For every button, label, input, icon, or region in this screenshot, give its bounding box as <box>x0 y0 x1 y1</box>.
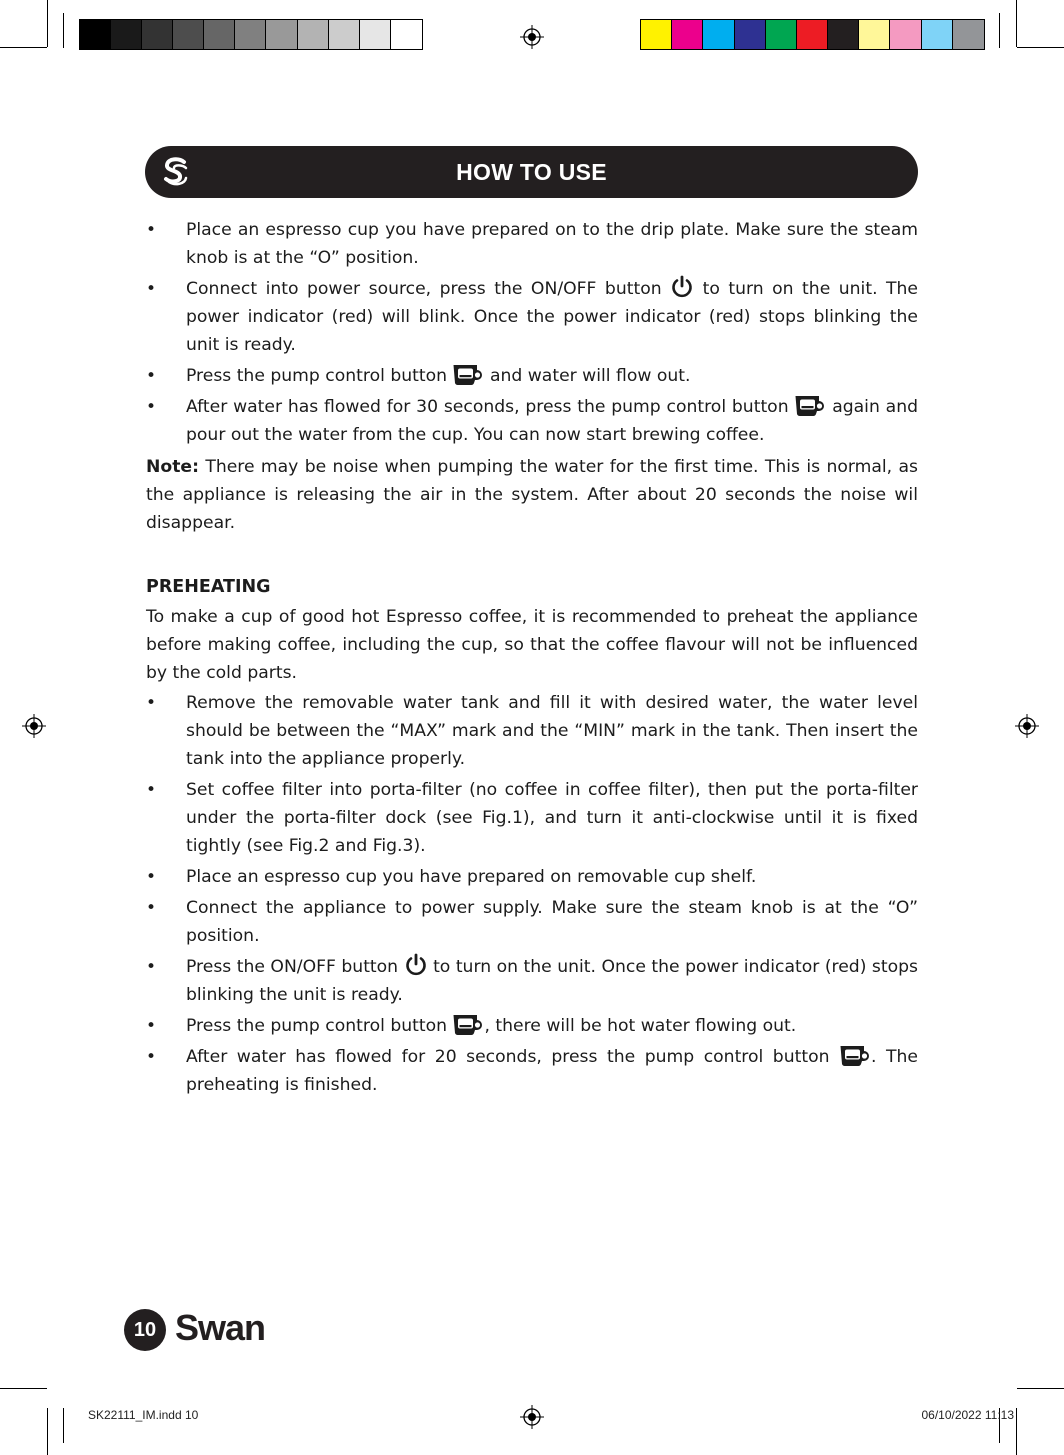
pump-cup-icon <box>452 362 484 386</box>
list-item-text: Remove the removable water tank and fill it with desired water, the water level should be between the “MAX” mark and the “MIN” mark in the tank. Then insert the tank into the appliance properly. <box>186 693 918 769</box>
crop-mark <box>1017 47 1064 48</box>
list-item <box>146 393 918 449</box>
list-item-text: Connect the appliance to power supply. Make sure the steam knob is at the “O” position. <box>186 898 918 946</box>
list-item-text: and water will flow out. <box>484 366 691 386</box>
preheating-intro: To make a cup of good hot Espresso coffee, it is recommended to preheat the appliance before making coffee, including the cup, so that the coffee flavour will not be influenced by the cold parts. <box>146 607 918 683</box>
list-item-text: . The preheating is finished. <box>186 1047 918 1095</box>
page-title: HOW TO USE <box>456 159 607 185</box>
crop-mark <box>47 1408 48 1455</box>
note-label: Note: <box>146 457 199 477</box>
list-item-text: to turn on the unit. Once the power indicator (red) stops blinking the unit is ready. <box>186 957 918 1005</box>
registration-target-icon <box>1015 714 1039 738</box>
list-item-text: After water has flowed for 30 seconds, press the pump control button <box>186 397 795 417</box>
crop-mark <box>0 47 47 48</box>
list-item-text: Press the ON/OFF button <box>186 957 404 977</box>
note-paragraph <box>146 453 918 537</box>
process-color-bar <box>640 19 985 50</box>
color-swatch <box>641 20 672 49</box>
grayscale-color-bar <box>79 19 423 50</box>
color-swatch <box>266 20 297 49</box>
color-swatch <box>828 20 859 49</box>
color-swatch <box>953 20 984 49</box>
list-item <box>146 1012 918 1040</box>
intro-bullet-list <box>146 216 918 449</box>
preheating-bullet-list <box>146 689 918 1099</box>
registration-target-icon <box>520 1405 544 1429</box>
color-swatch <box>735 20 766 49</box>
swan-logo: Swan <box>175 1307 266 1348</box>
section-header-bar <box>145 146 918 198</box>
list-item-text: Connect into power source, press the ON/OFF button <box>186 279 671 299</box>
color-swatch <box>142 20 173 49</box>
crop-mark <box>1016 1408 1017 1455</box>
color-swatch <box>204 20 235 49</box>
color-swatch <box>922 20 953 49</box>
list-item <box>146 689 918 773</box>
color-swatch <box>80 20 111 49</box>
color-swatch <box>298 20 329 49</box>
list-item-text: , there will be hot water flowing out. <box>484 1016 797 1036</box>
list-item-text: Place an espresso cup you have prepared on removable cup shelf. <box>186 867 757 887</box>
preheating-heading: PREHEATING <box>146 577 271 597</box>
color-swatch <box>859 20 890 49</box>
list-item <box>146 1043 918 1099</box>
color-swatch <box>111 20 142 49</box>
list-item <box>146 776 918 860</box>
crop-mark <box>0 1388 47 1389</box>
slug-filename: SK22111_IM.indd 10 <box>88 1408 199 1422</box>
power-icon <box>404 953 428 977</box>
crop-mark <box>47 0 48 47</box>
power-icon <box>670 275 694 299</box>
color-swatch <box>703 20 734 49</box>
crop-mark <box>63 1408 64 1443</box>
color-swatch <box>890 20 921 49</box>
color-swatch <box>797 20 828 49</box>
list-item <box>146 362 918 390</box>
crop-mark <box>1016 0 1017 47</box>
color-swatch <box>329 20 360 49</box>
crop-mark <box>63 13 64 48</box>
slug-timestamp: 06/10/2022 11:13 <box>921 1408 1014 1422</box>
registration-target-icon <box>22 714 46 738</box>
crop-mark <box>1017 1388 1064 1389</box>
note-text: There may be noise when pumping the water for the first time. This is normal, as the appliance is releasing the air in the system. After about 20 seconds the noise wil disappear. <box>146 457 918 533</box>
pump-cup-icon <box>794 393 826 417</box>
color-swatch <box>235 20 266 49</box>
list-item <box>146 216 918 272</box>
list-item-text: Set coffee filter into porta-filter (no coffee in coffee filter), then put the porta-filter under the porta-filter dock (see Fig.1), and turn it anti-clockwise until it is fixed tightly (see Fig.2 and Fig.3). <box>186 780 918 856</box>
list-item-text: Place an espresso cup you have prepared on to the drip plate. Make sure the steam knob is at the “O” position. <box>186 220 918 268</box>
registration-target-icon <box>520 25 544 49</box>
main-content <box>146 216 918 1102</box>
list-item-text: Press the pump control button <box>186 366 453 386</box>
crop-mark <box>999 13 1000 48</box>
color-swatch <box>360 20 391 49</box>
list-item-text: After water has flowed for 20 seconds, press the pump control button <box>186 1047 840 1067</box>
list-item-text: again and pour out the water from the cup. You can now start brewing coffee. <box>186 397 918 445</box>
color-swatch <box>672 20 703 49</box>
list-item <box>146 275 918 359</box>
page-number: 10 <box>124 1309 166 1351</box>
list-item-text: to turn on the unit. The power indicator (red) will blink. Once the power indicator (red) stops blinking the unit is ready. <box>186 279 918 355</box>
color-swatch <box>173 20 204 49</box>
pump-cup-icon <box>452 1012 484 1036</box>
color-swatch <box>766 20 797 49</box>
list-item-text: Press the pump control button <box>186 1016 453 1036</box>
list-item <box>146 953 918 1009</box>
color-swatch <box>391 20 422 49</box>
list-item <box>146 894 918 950</box>
list-item <box>146 863 918 891</box>
pump-cup-icon <box>839 1043 871 1067</box>
